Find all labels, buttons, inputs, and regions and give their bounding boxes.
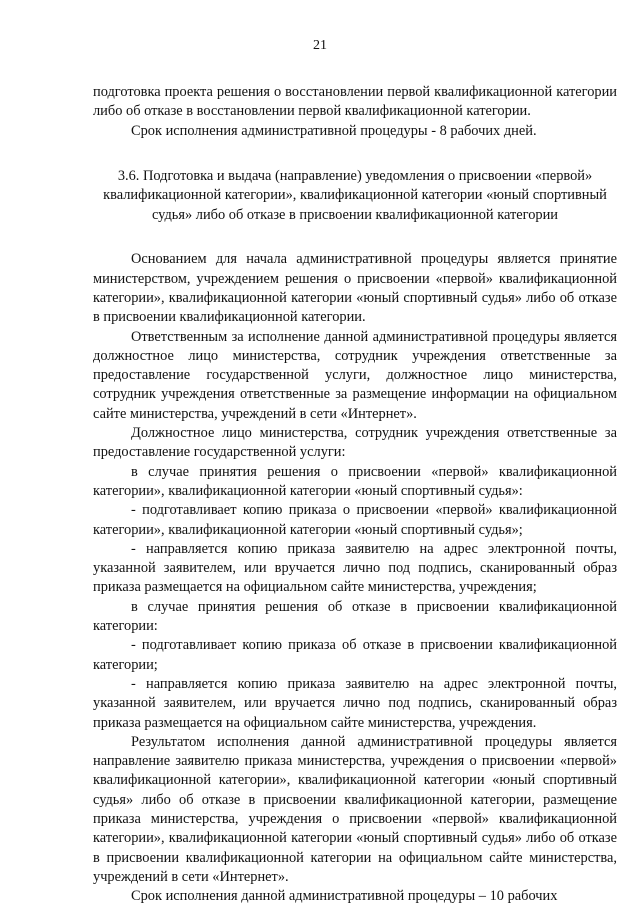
- paragraph: в случае принятия решения об отказе в присвоении квалификационной категории:: [93, 598, 617, 635]
- page-number: 21: [313, 38, 327, 53]
- paragraph: Основанием для начала административной процедуры является принятие министерством, учреждением решения о присвоении «первой» квалификационной категории», квалификационной категории «юный спортивный судья» либо об отказе в присвоении квалификационной категории.: [93, 251, 617, 326]
- paragraph: Ответственным за исполнение данной административной процедуры является должностное лицо министерства, сотрудник учреждения ответственные за предоставление государственной услуги, должностное лицо министерства, сотрудник учреждения ответственные за размещение информации на официальном сайте министерства, учреждений в сети «Интернет».: [93, 328, 617, 422]
- paragraph: Должностное лицо министерства, сотрудник учреждения ответственные за предоставление государственной услуги:: [93, 425, 617, 461]
- list-item: - подготавливает копию приказа о присвоении «первой» квалификационной категории», квалификационной категории «юный спортивный судья»;: [93, 502, 617, 538]
- list-item: - направляется копию приказа заявителю на адрес электронной почты, указанной заявителем, или вручается лично под подпись, сканированный образ приказа размещается на официальном сайте министерства, учреждения.: [93, 675, 617, 731]
- paragraph: Результатом исполнения данной административной процедуры является направление заявителю приказа министерства, учреждения о присвоении «первой» квалификационной категории», квалификационной категории «юный спортивный судья» либо об отказе в присвоении квалификационной категории, размещение приказа министерства, учреждения о присвоении «первой» квалификационной категории», квалификационной категории «юный спортивный судья» либо об отказе в присвоении квалификационной категории на официальном сайте министерства, учреждений в сети «Интернет».: [93, 733, 617, 885]
- paragraph: Срок исполнения данной административной процедуры – 10 рабочих: [131, 888, 558, 905]
- paragraph: Срок исполнения административной процедуры - 8 рабочих дней.: [131, 122, 537, 139]
- paragraph: в случае принятия решения о присвоении «первой» квалификационной категории», квалификационной категории «юный спортивный судья»:: [93, 463, 617, 499]
- list-item: - направляется копию приказа заявителю на адрес электронной почты, указанной заявителем, или вручается лично под подпись, сканированный образ приказа размещается на официальном сайте министерства, учреждения;: [93, 540, 617, 596]
- list-item: - подготавливает копию приказа об отказе в присвоении квалификационной категории;: [93, 637, 617, 673]
- document-body: [93, 83, 617, 906]
- section-heading: 3.6. Подготовка и выдача (направление) уведомления о присвоении «первой» квалификационной категории», квалификационной категории «юный спортивный судья» либо об отказе в присвоении квалификационной категории: [103, 167, 607, 223]
- paragraph: подготовка проекта решения о восстановлении первой квалификационной категории либо об отказе в восстановлении первой квалификационной категории.: [93, 84, 617, 120]
